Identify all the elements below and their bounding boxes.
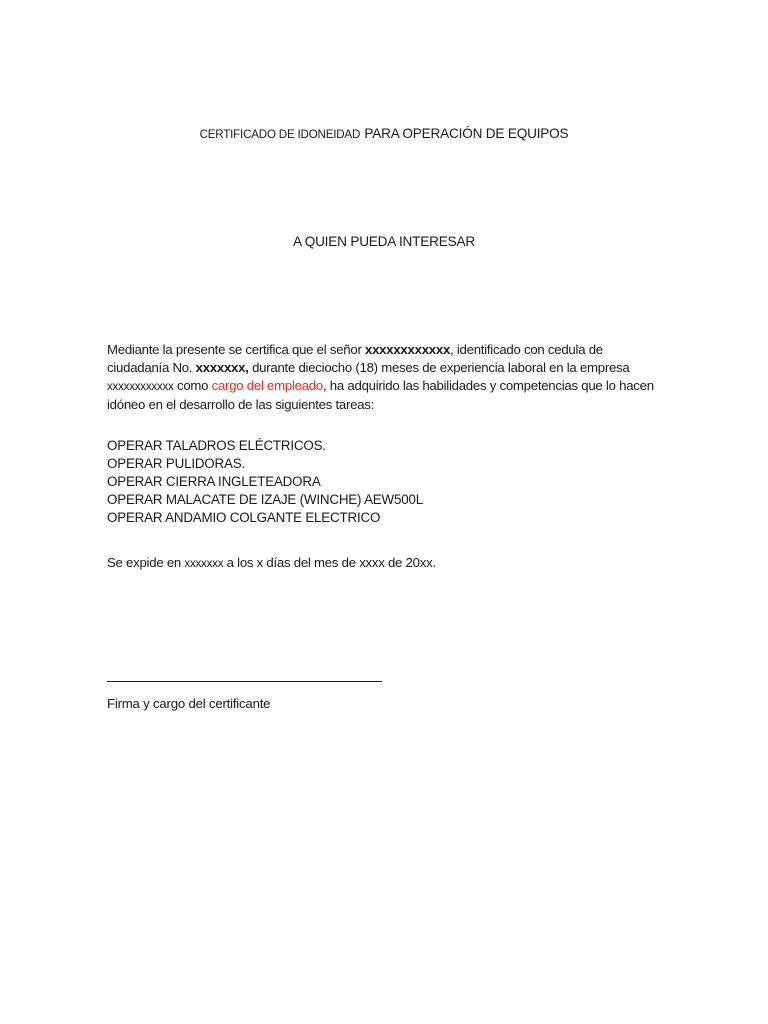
employee-name: xxxxxxxxxxxx [365,342,451,357]
issue-statement [107,555,436,570]
paragraph-text-1: Mediante la presente se certifica que el señor [107,342,366,357]
paragraph-text-4: como [173,378,212,393]
list-item: OPERAR PULIDORAS. [107,456,245,471]
document-title [0,125,768,143]
list-item: OPERAR TALADROS ELÉCTRICOS. [107,438,326,453]
issue-text-2: a los x días del mes de xxxx de 20xx. [223,555,436,570]
employee-position: cargo del empleado [211,378,323,393]
paragraph-text-3: durante dieciocho (18) meses de experiencia laboral en la empresa [248,360,630,375]
paragraph-text-5: , ha adquirido las habilidades y competencias que lo hacen idóneo en el desarrollo de las siguientes tareas: [107,378,654,412]
title-part-1: CERTIFICADO DE IDONEIDAD [199,128,361,141]
list-item: OPERAR ANDAMIO COLGANTE ELECTRICO [107,510,381,525]
company-name: xxxxxxxxxxxx [107,380,174,393]
title-part-2: PARA OPERACIÓN DE EQUIPOS [364,126,569,141]
issue-city: xxxxxxx [184,557,224,570]
task-list [107,437,423,527]
signature-caption: Firma y cargo del certificante [107,696,271,711]
paragraph-text-2: , identificado con cedula de ciudadanía No. [107,342,603,375]
salutation: A QUIEN PUEDA INTERESAR [293,234,475,249]
list-item: OPERAR CIERRA INGLETEADORA [107,474,321,489]
certification-paragraph [107,341,663,414]
issue-text-1: Se expide en [107,555,185,570]
signature-line [107,681,382,682]
list-item: OPERAR MALACATE DE IZAJE (WINCHE) AEW500L [107,492,423,507]
id-number: xxxxxxx, [195,360,249,375]
